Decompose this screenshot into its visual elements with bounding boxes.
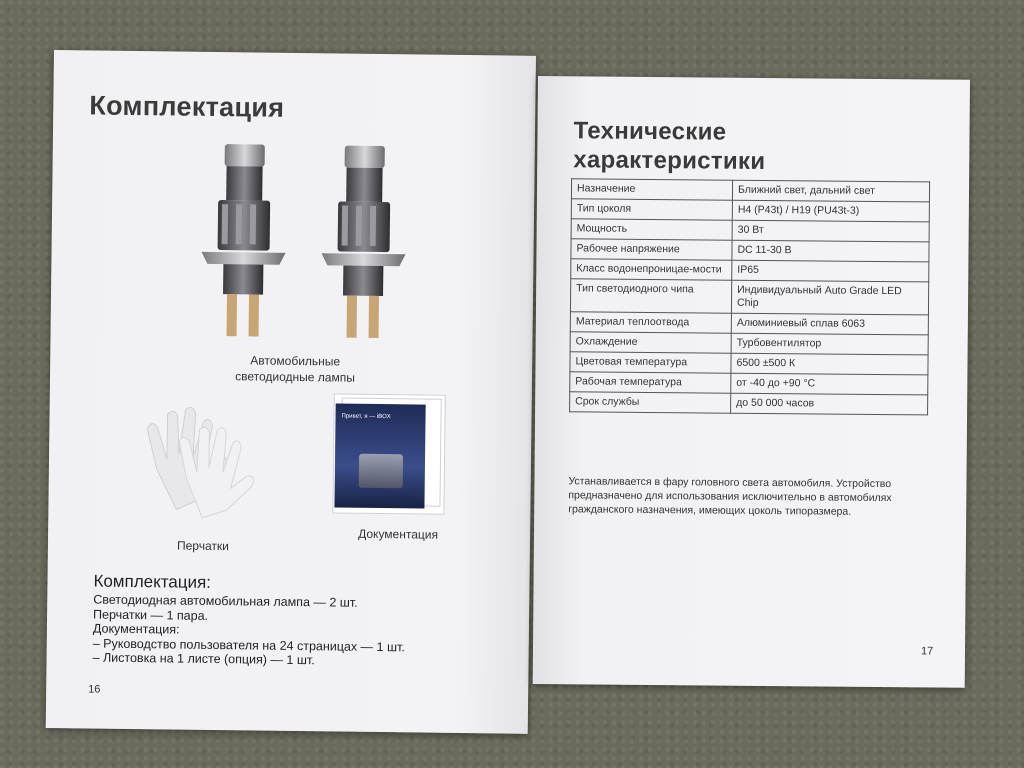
- spec-key: Мощность: [571, 219, 732, 240]
- gloves-image: [136, 399, 267, 521]
- spec-value: Турбовентилятор: [731, 333, 928, 355]
- page-number-right: 17: [920, 645, 934, 658]
- spec-key: Тип светодиодного чипа: [570, 279, 731, 313]
- spec-key: Тип цоколя: [571, 199, 732, 220]
- specs-title: [573, 116, 766, 176]
- contents-list-title: Комплектация:: [93, 571, 212, 592]
- spec-key: Материал теплоотвода: [570, 312, 731, 333]
- spec-key: Срок службы: [570, 392, 731, 413]
- lamp-left: [201, 144, 287, 337]
- page-title: Комплектация: [89, 90, 285, 123]
- lamp-right: [321, 145, 407, 338]
- list-item: Документация:: [92, 621, 180, 637]
- usage-note: Устанавливается в фару головного света автомобиля. Устройство предназначено для использования исключительно в автомобилях гражданского назначения, имеющих цоколь типоразмера.: [568, 475, 892, 518]
- lamps-caption-line-2: светодиодные лампы: [235, 369, 355, 385]
- doc-cover-lamp-icon: [359, 454, 403, 489]
- table-row: [570, 279, 928, 315]
- lamps-caption: [210, 352, 380, 386]
- spec-value: H4 (P43t) / H19 (PU43t-3): [732, 200, 929, 222]
- spec-key: Назначение: [571, 179, 732, 200]
- list-item: Перчатки — 1 пара.: [93, 607, 209, 623]
- specs-title-line-1: Технические: [573, 117, 727, 146]
- spec-value: Ближний свет, дальний свет: [732, 180, 929, 202]
- spec-key: Класс водонепроницае-мости: [571, 259, 732, 280]
- spec-key: Цветовая температура: [570, 352, 731, 373]
- docs-caption: Документация: [358, 526, 439, 542]
- spec-key: Охлаждение: [570, 332, 731, 353]
- led-lamps-image: [200, 142, 432, 345]
- list-item: – Листовка на 1 листе (опция) — 1 шт.: [92, 650, 315, 668]
- spec-value: DC 11-30 В: [732, 240, 929, 262]
- spec-value: 30 Вт: [732, 220, 929, 242]
- spec-value: 6500 ±500 К: [731, 353, 928, 375]
- table-row: [570, 392, 928, 415]
- list-item: Светодиодная автомобильная лампа — 2 шт.: [93, 592, 358, 610]
- right-page: [533, 76, 970, 688]
- left-page: [46, 50, 536, 734]
- spec-value: от -40 до +90 °C: [731, 373, 928, 395]
- spec-key: Рабочая температура: [570, 372, 731, 393]
- spec-key: Рабочее напряжение: [571, 239, 732, 260]
- page-number-left: 16: [88, 683, 101, 696]
- spec-value: IP65: [732, 260, 929, 282]
- doc-cover-text: Привет, я — iBOX: [341, 413, 391, 421]
- lamps-caption-line-1: Автомобильные: [250, 353, 341, 369]
- specs-table: [569, 178, 930, 415]
- spec-value: Алюминиевый сплав 6063: [731, 313, 928, 335]
- contents-list: [92, 573, 473, 670]
- spec-value: до 50 000 часов: [731, 393, 928, 415]
- list-item: – Руководство пользователя на 24 страницах — 1 шт.: [92, 636, 405, 654]
- specs-title-line-2: характеристики: [573, 146, 766, 175]
- spec-value: Индивидуальный Auto Grade LED Chip: [731, 280, 928, 315]
- gloves-caption: Перчатки: [176, 538, 229, 554]
- doc-cover: [334, 403, 425, 508]
